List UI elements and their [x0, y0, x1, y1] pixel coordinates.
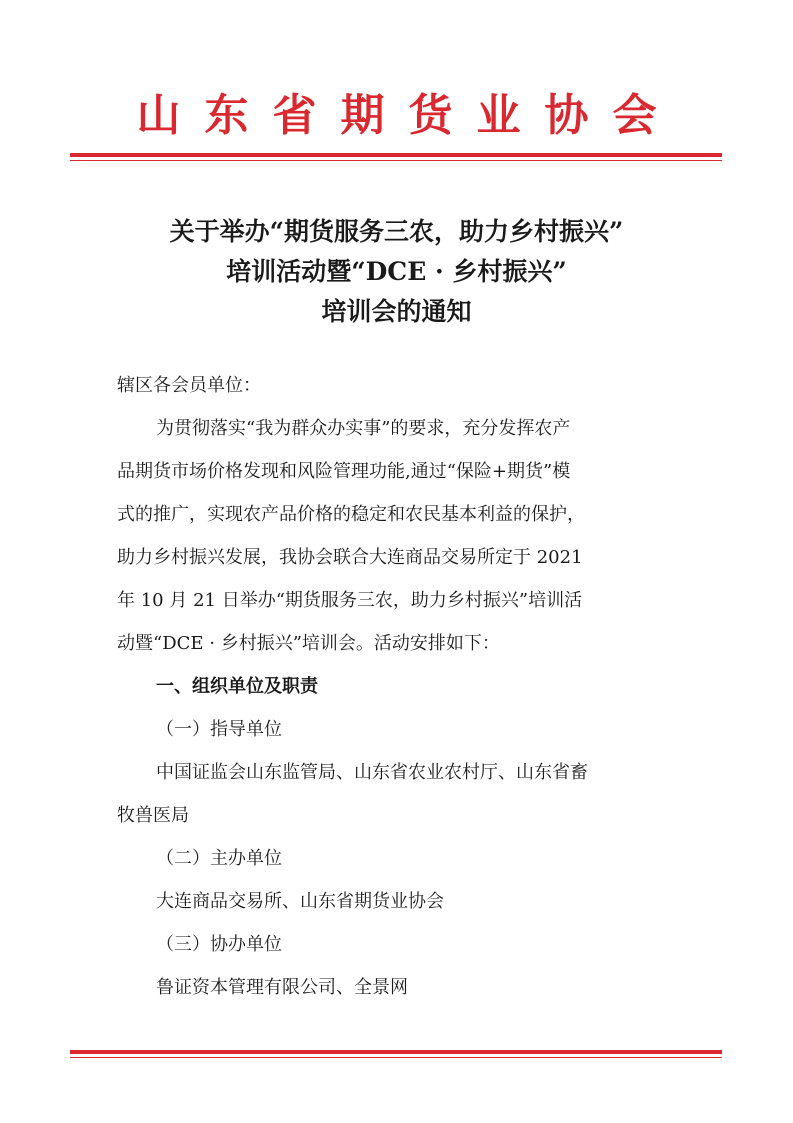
subsection-1-line-2: 牧兽医局 — [117, 805, 189, 826]
intro-line-2: 品期货市场价格发现和风险管理功能,通过“保险+期货”模 — [117, 461, 571, 482]
intro-line-4: 助力乡村振兴发展，我协会联合大连商品交易所定于 2021 — [117, 547, 583, 568]
document-title — [60, 212, 733, 332]
intro-line-3: 式的推广，实现农产品价格的稳定和农民基本利益的保护， — [117, 504, 585, 525]
subsection-1-heading: （一）指导单位 — [156, 719, 282, 740]
footer-rule-thin — [70, 1057, 722, 1058]
intro-line-1: 为贯彻落实“我为群众办实事”的要求，充分发挥农产 — [156, 418, 571, 439]
section-1-heading: 一、组织单位及职责 — [156, 676, 318, 697]
red-rule-thick — [70, 153, 722, 157]
letterhead-org-name: 山东省期货业协会 — [136, 90, 681, 141]
subsection-2-heading: （二）主办单位 — [156, 848, 282, 869]
subsection-3-heading: （三）协办单位 — [156, 934, 282, 955]
intro-line-6: 动暨“DCE · 乡村振兴”培训会。活动安排如下： — [117, 633, 500, 654]
subsection-1-line-1: 中国证监会山东监管局、山东省农业农村厅、山东省畜 — [156, 762, 588, 783]
footer-red-rule — [70, 1050, 722, 1058]
title-line-2: 培训活动暨“DCE · 乡村振兴” — [226, 257, 567, 286]
subsection-3-text: 鲁证资本管理有限公司、全景网 — [156, 977, 408, 998]
title-line-3: 培训会的通知 — [321, 297, 472, 326]
intro-line-5: 年 10 月 21 日举办“期货服务三农，助力乡村振兴”培训活 — [117, 590, 583, 611]
salutation: 辖区各会员单位： — [117, 375, 261, 396]
letterhead-red-rule — [70, 153, 722, 161]
title-line-1: 关于举办“期货服务三农，助力乡村振兴” — [169, 217, 624, 246]
footer-rule-thick — [70, 1050, 722, 1054]
document-body — [117, 364, 677, 1009]
subsection-2-text: 大连商品交易所、山东省期货业协会 — [156, 891, 444, 912]
red-rule-thin — [70, 160, 722, 161]
